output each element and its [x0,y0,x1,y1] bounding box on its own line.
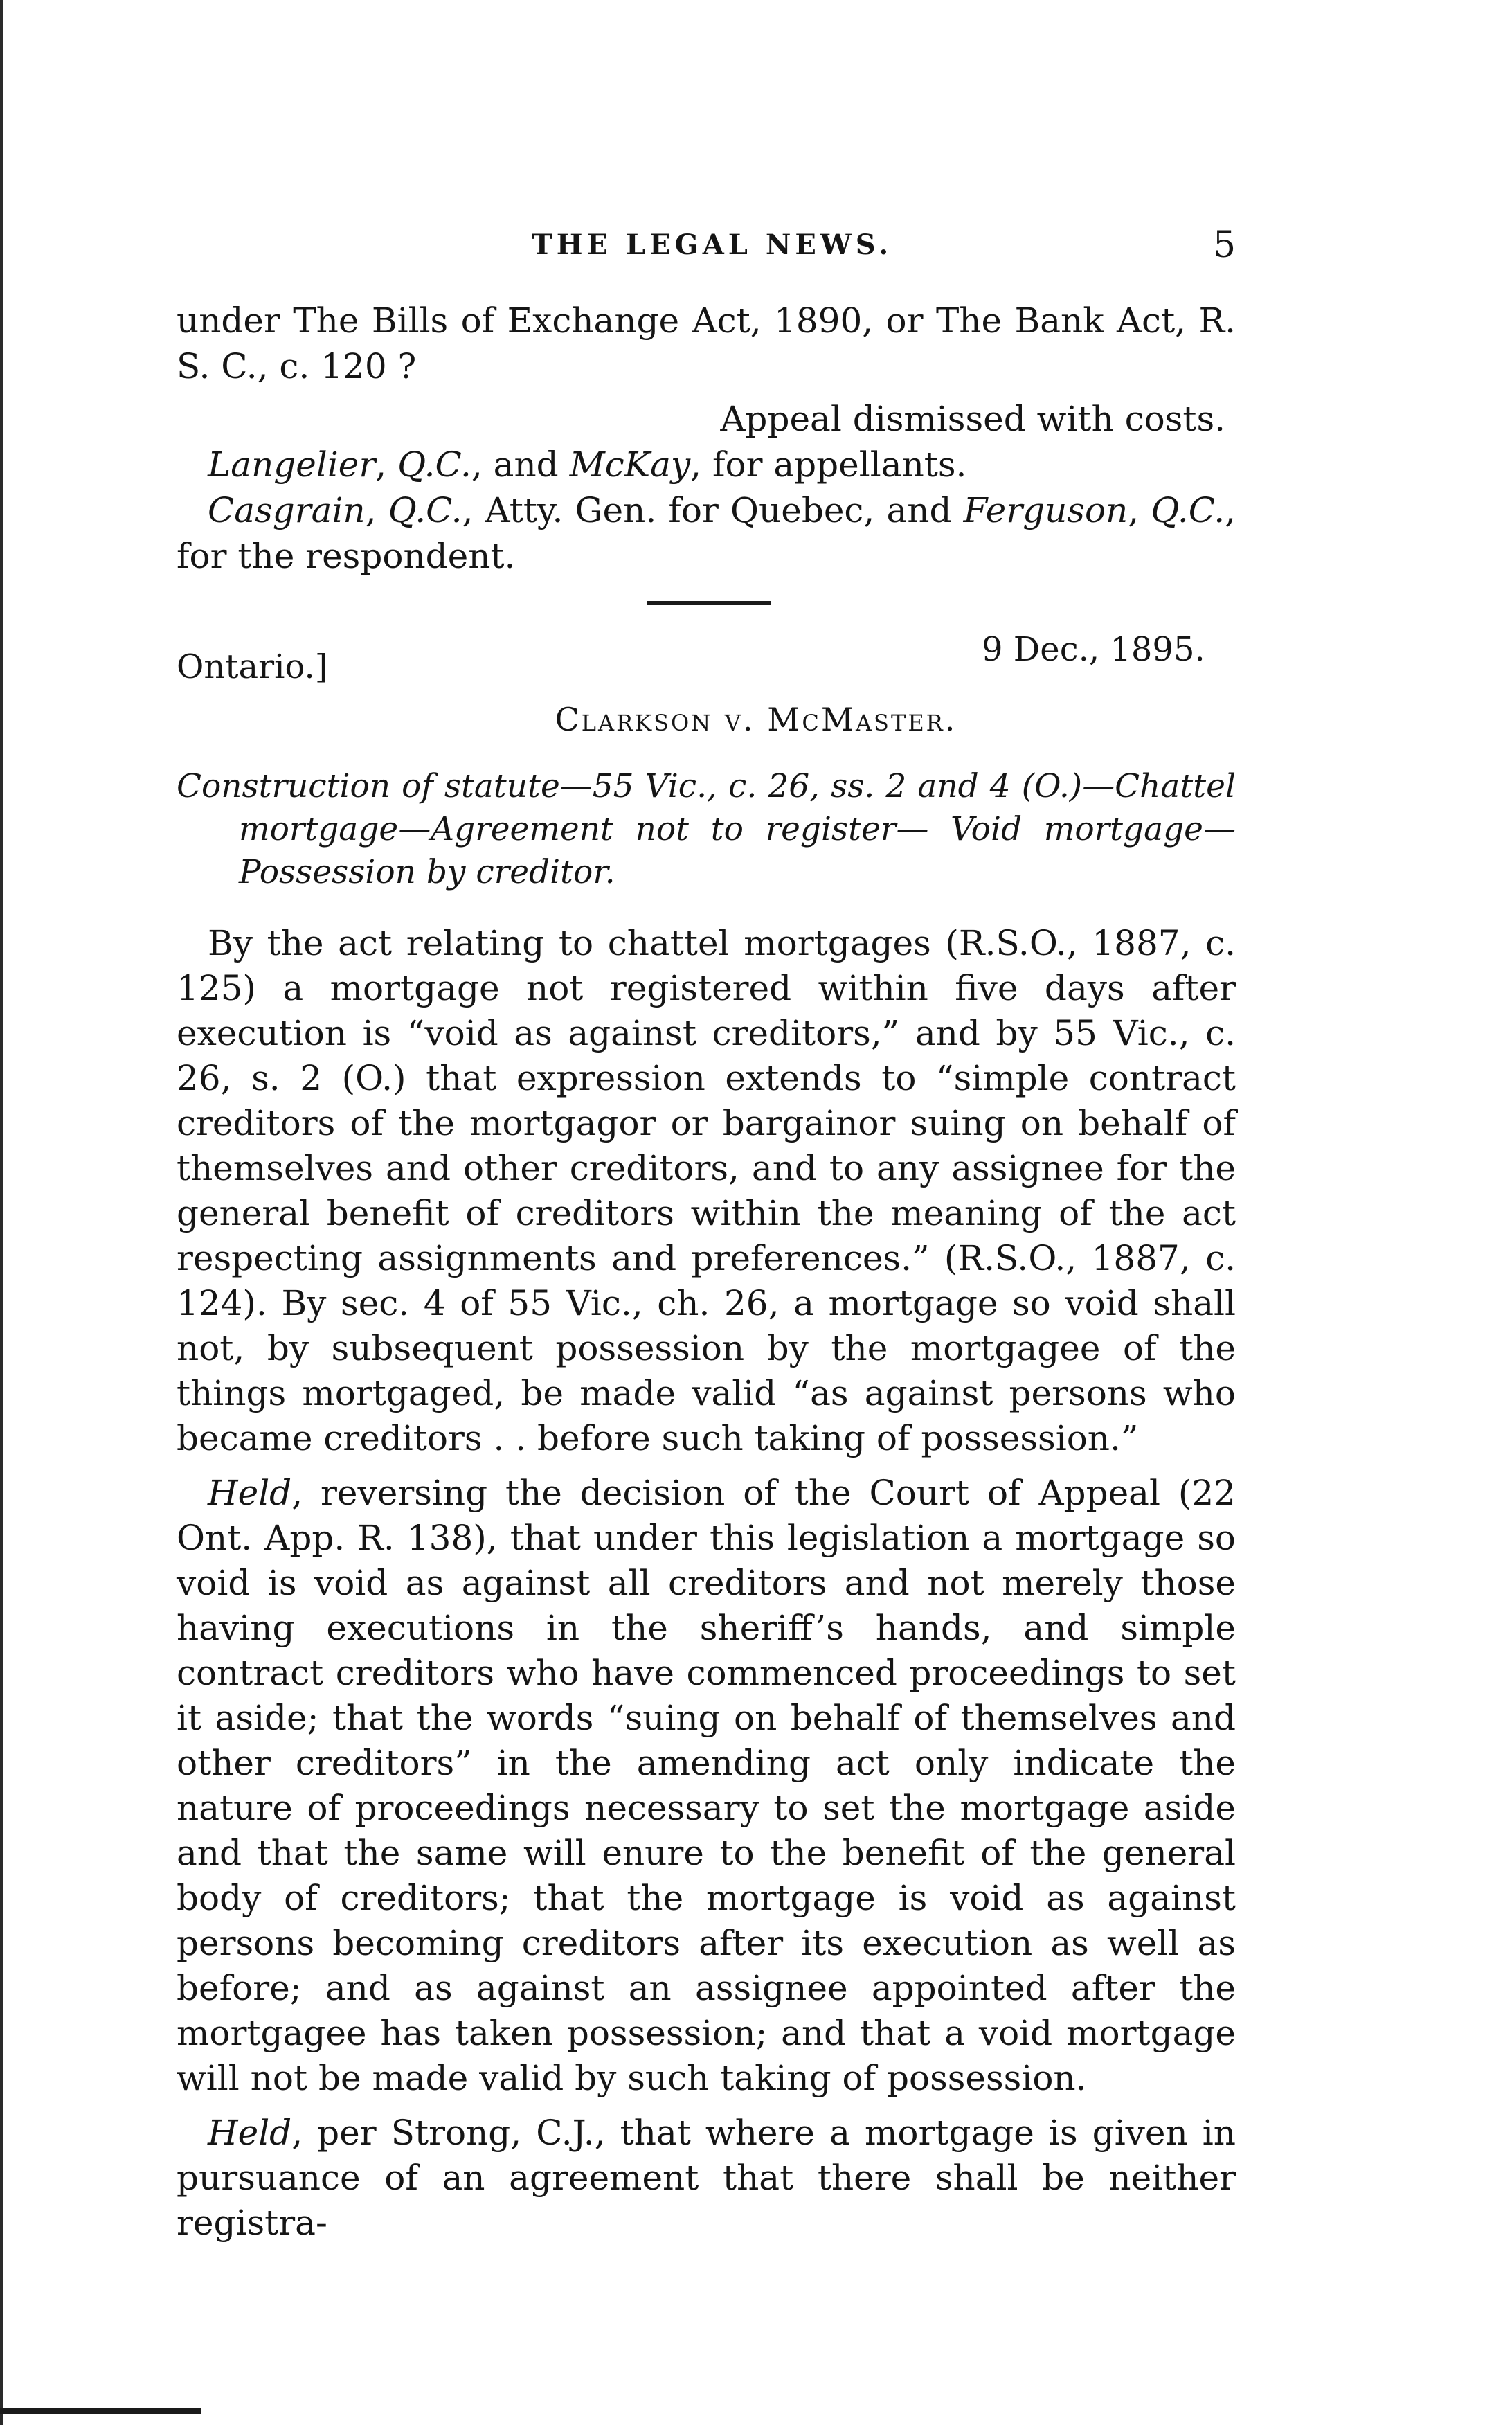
section-divider [647,601,771,605]
held-label: Held [208,2113,292,2153]
case-title-text: Clarkson v. McMaster. [555,701,957,738]
counsel-joiner: , and [471,445,570,485]
counsel-respondent: Casgrain, Q.C., Atty. Gen. for Quebec, and Ferguson, Q.C., for the respondent. [177,490,1236,576]
paragraph-held [177,1471,1236,2101]
counsel-name: McKay [569,445,691,485]
held-label: Held [208,1473,292,1513]
disposition: Appeal dismissed with costs. [720,399,1225,439]
paragraph-held-per-strong [177,2111,1236,2246]
paragraph-statute: By the act relating to chattel mortgages (R.S.O., 1887, c. 125) a mortgage not registered within five days after execution is “void as against creditors,” and by 55 Vic., c. 26, s. 2 (O.) that expression extends to “simple contract creditors of the mortgagor or bargainor suing on behalf of themselves and other creditors, and to any assignee for the general benefit of creditors within the meaning of the act respecting assignments and preferences.” (R.S.O., 1887, c. 124). By sec. 4 of 55 Vic., ch. 26, a mortgage so void shall not, by subsequent possession by the mortgagee of the things mortgaged, be made valid “as against persons who became creditors . . before such taking of possession.” [177,923,1236,1458]
counsel-name: Ferguson [963,490,1128,530]
case-title [0,701,1512,738]
headnote-text: Construction of statute—55 Vic., c. 26, ss. 2 and 4 (O.)—Chattel mortgage—Agreement not to register— Void mortgage—Possession by creditor. [177,767,1236,891]
case-date: 9 Dec., 1895. [982,630,1205,669]
case-province: Ontario.] [177,647,328,686]
running-head: THE LEGAL NEWS. [532,229,893,261]
scan-edge-mark [0,2408,201,2414]
page-number: 5 [1213,224,1236,266]
counsel-appellants: Langelier, Q.C., and McKay, for appellants. [208,445,967,485]
counsel-name: Casgrain [208,490,366,530]
page-header [0,224,1512,277]
held-text: , reversing the decision of the Court of Appeal (22 Ont. App. R. 138), that under this legislation a mortgage so void is void as against all creditors and not merely those having executions in the sheriff’s hands, and simple contract creditors who have commenced proceedings to set it aside; that the words “suing on behalf of themselves and other creditors” in the amending act only indicate the nature of proceedings necessary to set the mortgage aside and that the same will enure to the benefit of the general body of creditors; that the mortgage is void as against persons becoming creditors after its execution as well as before; and as against an assignee appointed after the mortgagee has taken possession; and that a void mortgage will not be made valid by such taking of possession. [177,1473,1236,2098]
counsel-qc: Q.C. [397,445,471,485]
counsel-qc: Q.C. [388,490,462,530]
headnote [177,765,1236,894]
counsel-qc: Q.C. [1151,490,1225,530]
page-edge-shadow [0,0,3,2425]
question-tail: under The Bills of Exchange Act, 1890, or The Bank Act, R. S. C., c. 120 ? [177,301,1236,386]
previous-case-tail [177,298,1236,579]
counsel-joiner: , Atty. Gen. for Quebec, and [462,490,964,530]
case-body [177,921,1236,2246]
counsel-name: Langelier [208,445,376,485]
held-text: , per Strong, C.J., that where a mortgage is given in pursuance of an agreement that there shall be neither registra- [177,2113,1236,2243]
counsel-role: , for appellants. [690,445,967,485]
counsel-role: , for the respondent. [177,490,1236,576]
